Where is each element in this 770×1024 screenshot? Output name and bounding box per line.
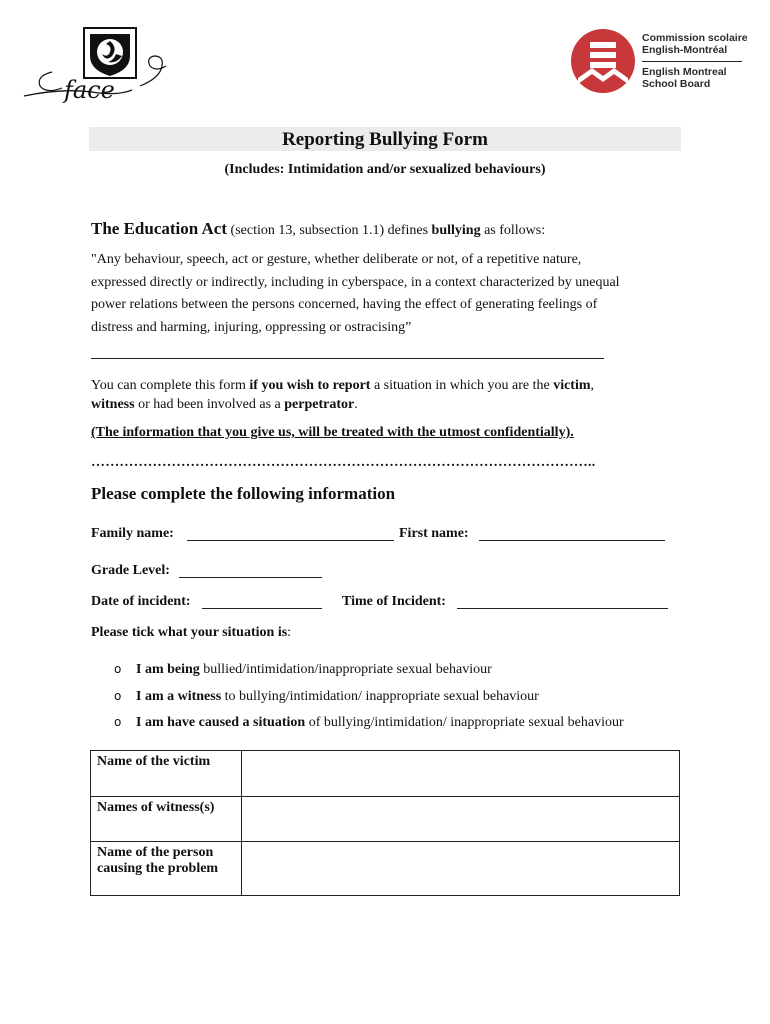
family-name-label: Family name: xyxy=(91,526,174,541)
title-bar xyxy=(89,127,681,151)
tick-instructions: Please tick what your situation is: xyxy=(91,625,292,640)
definition-line: "Any behaviour, speech, act or gesture, whether deliberate or not, of a repetitive nature, xyxy=(91,252,582,267)
perpetrator-name-field[interactable] xyxy=(242,842,680,896)
family-name-field[interactable] xyxy=(187,540,394,541)
bullying-definition xyxy=(91,249,691,339)
definition-line: expressed directly or indirectly, including in cyberspace, in a context characterized by unequal xyxy=(91,274,620,290)
face-logo xyxy=(22,26,187,108)
definition-line: power relations between the persons concerned, having the effect of generating feelings of xyxy=(91,297,598,312)
time-of-incident-label: Time of Incident: xyxy=(342,594,446,609)
checkbox-circle-icon[interactable]: o xyxy=(114,715,122,729)
first-name-label: First name: xyxy=(399,526,469,541)
definition-line: distress and harming, injuring, oppressing or ostracising” xyxy=(91,319,412,335)
date-of-incident-label: Date of incident: xyxy=(91,594,191,609)
grade-level-field[interactable] xyxy=(179,577,322,578)
act-section: (section 13, subsection 1.1) defines xyxy=(230,223,429,238)
grade-level-label: Grade Level: xyxy=(91,563,170,578)
dotted-separator: …………………………………………………………………………………………….. xyxy=(91,455,596,470)
table-row xyxy=(91,797,680,842)
act-term: bullying xyxy=(431,223,481,238)
section-heading: Please complete the following information xyxy=(91,484,396,503)
date-of-incident-field[interactable] xyxy=(202,608,322,609)
school-board-name-en-1: English Montreal xyxy=(642,66,727,78)
education-act-heading xyxy=(91,219,545,239)
confidentiality-notice: (The information that you give us, will be treated with the utmost confidentially). xyxy=(91,425,574,440)
report-instructions: You can complete this form if you wish to report a situation in which you are the victim, witness or had been involved as a perpetrator. xyxy=(91,378,595,412)
witness-names-label: Names of witness(s) xyxy=(91,797,242,842)
school-board-name-fr-1: Commission scolaire xyxy=(642,32,748,44)
checkbox-circle-icon[interactable]: o xyxy=(114,689,122,703)
logo-divider xyxy=(642,61,742,62)
face-logo-text: face xyxy=(64,76,115,104)
option-caused-situation[interactable]: o I am have caused a situation of bullying/intimidation/ inappropriate sexual behaviour xyxy=(114,715,624,730)
form-subtitle: (Includes: Intimidation and/or sexualized behaviours) xyxy=(224,162,546,177)
school-board-name-fr-2: English-Montréal xyxy=(642,44,728,56)
victim-name-field[interactable] xyxy=(242,751,680,797)
time-of-incident-field[interactable] xyxy=(457,608,668,609)
act-after: as follows: xyxy=(484,223,546,238)
act-name: The Education Act xyxy=(91,219,228,238)
victim-name-label: Name of the victim xyxy=(91,751,242,797)
checkbox-circle-icon[interactable]: o xyxy=(114,662,122,676)
table-row xyxy=(91,751,680,797)
witness-names-field[interactable] xyxy=(242,797,680,842)
table-row xyxy=(91,842,680,896)
school-board-emblem-icon xyxy=(570,28,636,94)
option-witness[interactable]: o I am a witness to bullying/intimidation/ inappropriate sexual behaviour xyxy=(114,689,539,704)
separator-line xyxy=(91,358,604,359)
first-name-field[interactable] xyxy=(479,540,665,541)
names-table xyxy=(90,750,680,896)
perpetrator-name-label: Name of the person causing the problem xyxy=(91,842,242,896)
school-board-logo xyxy=(570,26,748,96)
option-being-bullied[interactable]: o I am being bullied/intimidation/inappropriate sexual behaviour xyxy=(114,662,492,677)
school-board-name-en-2: School Board xyxy=(642,78,711,90)
form-title: Reporting Bullying Form xyxy=(282,129,488,150)
